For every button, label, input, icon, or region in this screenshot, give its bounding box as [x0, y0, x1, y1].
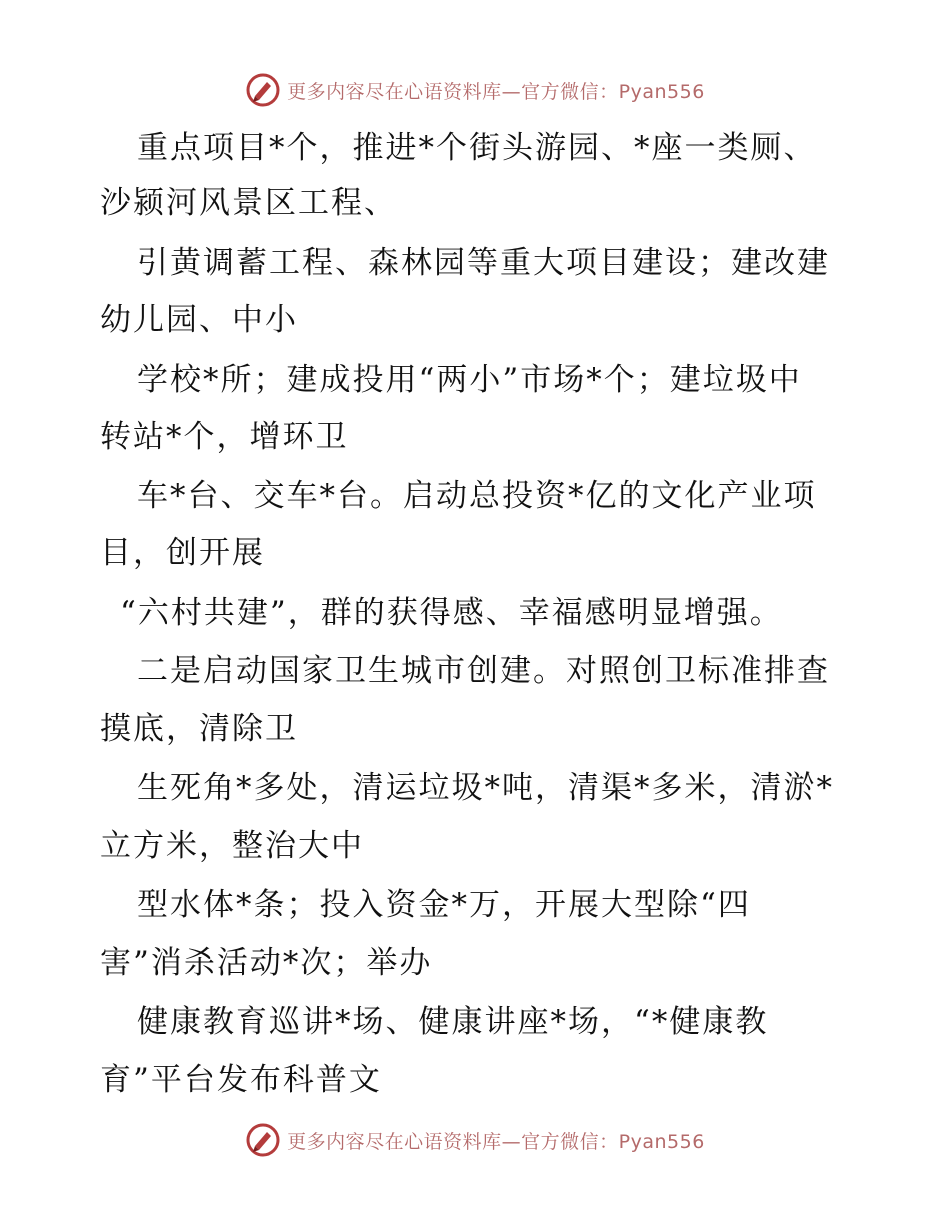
- text-line: “六村共建”，群的获得感、幸福感明显增强。: [120, 595, 783, 631]
- text-line: 二是启动国家卫生城市创建。对照创卫标准排查: [137, 653, 830, 689]
- text-line: 学校*所；建成投用“两小”市场*个；建垃圾中: [137, 362, 802, 398]
- text-line: 引黄调蓄工程、森林园等重大项目建设；建改建: [137, 245, 830, 281]
- text-line: 型水体*条；投入资金*万，开展大型除“四: [137, 887, 751, 923]
- text-line: 重点项目*个，推进*个街头游园、*座一类厕、: [137, 130, 817, 166]
- footer-banner: [0, 1118, 950, 1162]
- text-line: 目，创开展: [100, 535, 265, 571]
- text-line: 育”平台发布科普文: [100, 1062, 382, 1098]
- pen-logo-icon: [245, 1122, 281, 1158]
- text-line: 生死角*多处，清运垃圾*吨，清渠*多米，清淤*: [137, 770, 834, 806]
- text-line: 沙颍河风景区工程、: [100, 185, 397, 221]
- pen-logo-icon: [245, 72, 281, 108]
- text-line: 幼儿园、中小: [100, 302, 298, 338]
- text-line: 转站*个，增环卫: [100, 419, 349, 455]
- footer-banner-text: 更多内容尽在心语资料库—官方微信：Pyan556: [287, 1130, 705, 1153]
- text-line: 立方米，整治大中: [100, 828, 364, 864]
- text-line: 害”消杀活动*次；举办: [100, 945, 433, 981]
- header-banner-text: 更多内容尽在心语资料库—官方微信：Pyan556: [287, 80, 705, 103]
- text-line: 健康教育巡讲*场、健康讲座*场，“*健康教: [137, 1004, 769, 1040]
- header-banner: [0, 68, 950, 112]
- text-line: 车*台、交车*台。启动总投资*亿的文化产业项: [137, 478, 817, 514]
- text-line: 摸底，清除卫: [100, 711, 298, 747]
